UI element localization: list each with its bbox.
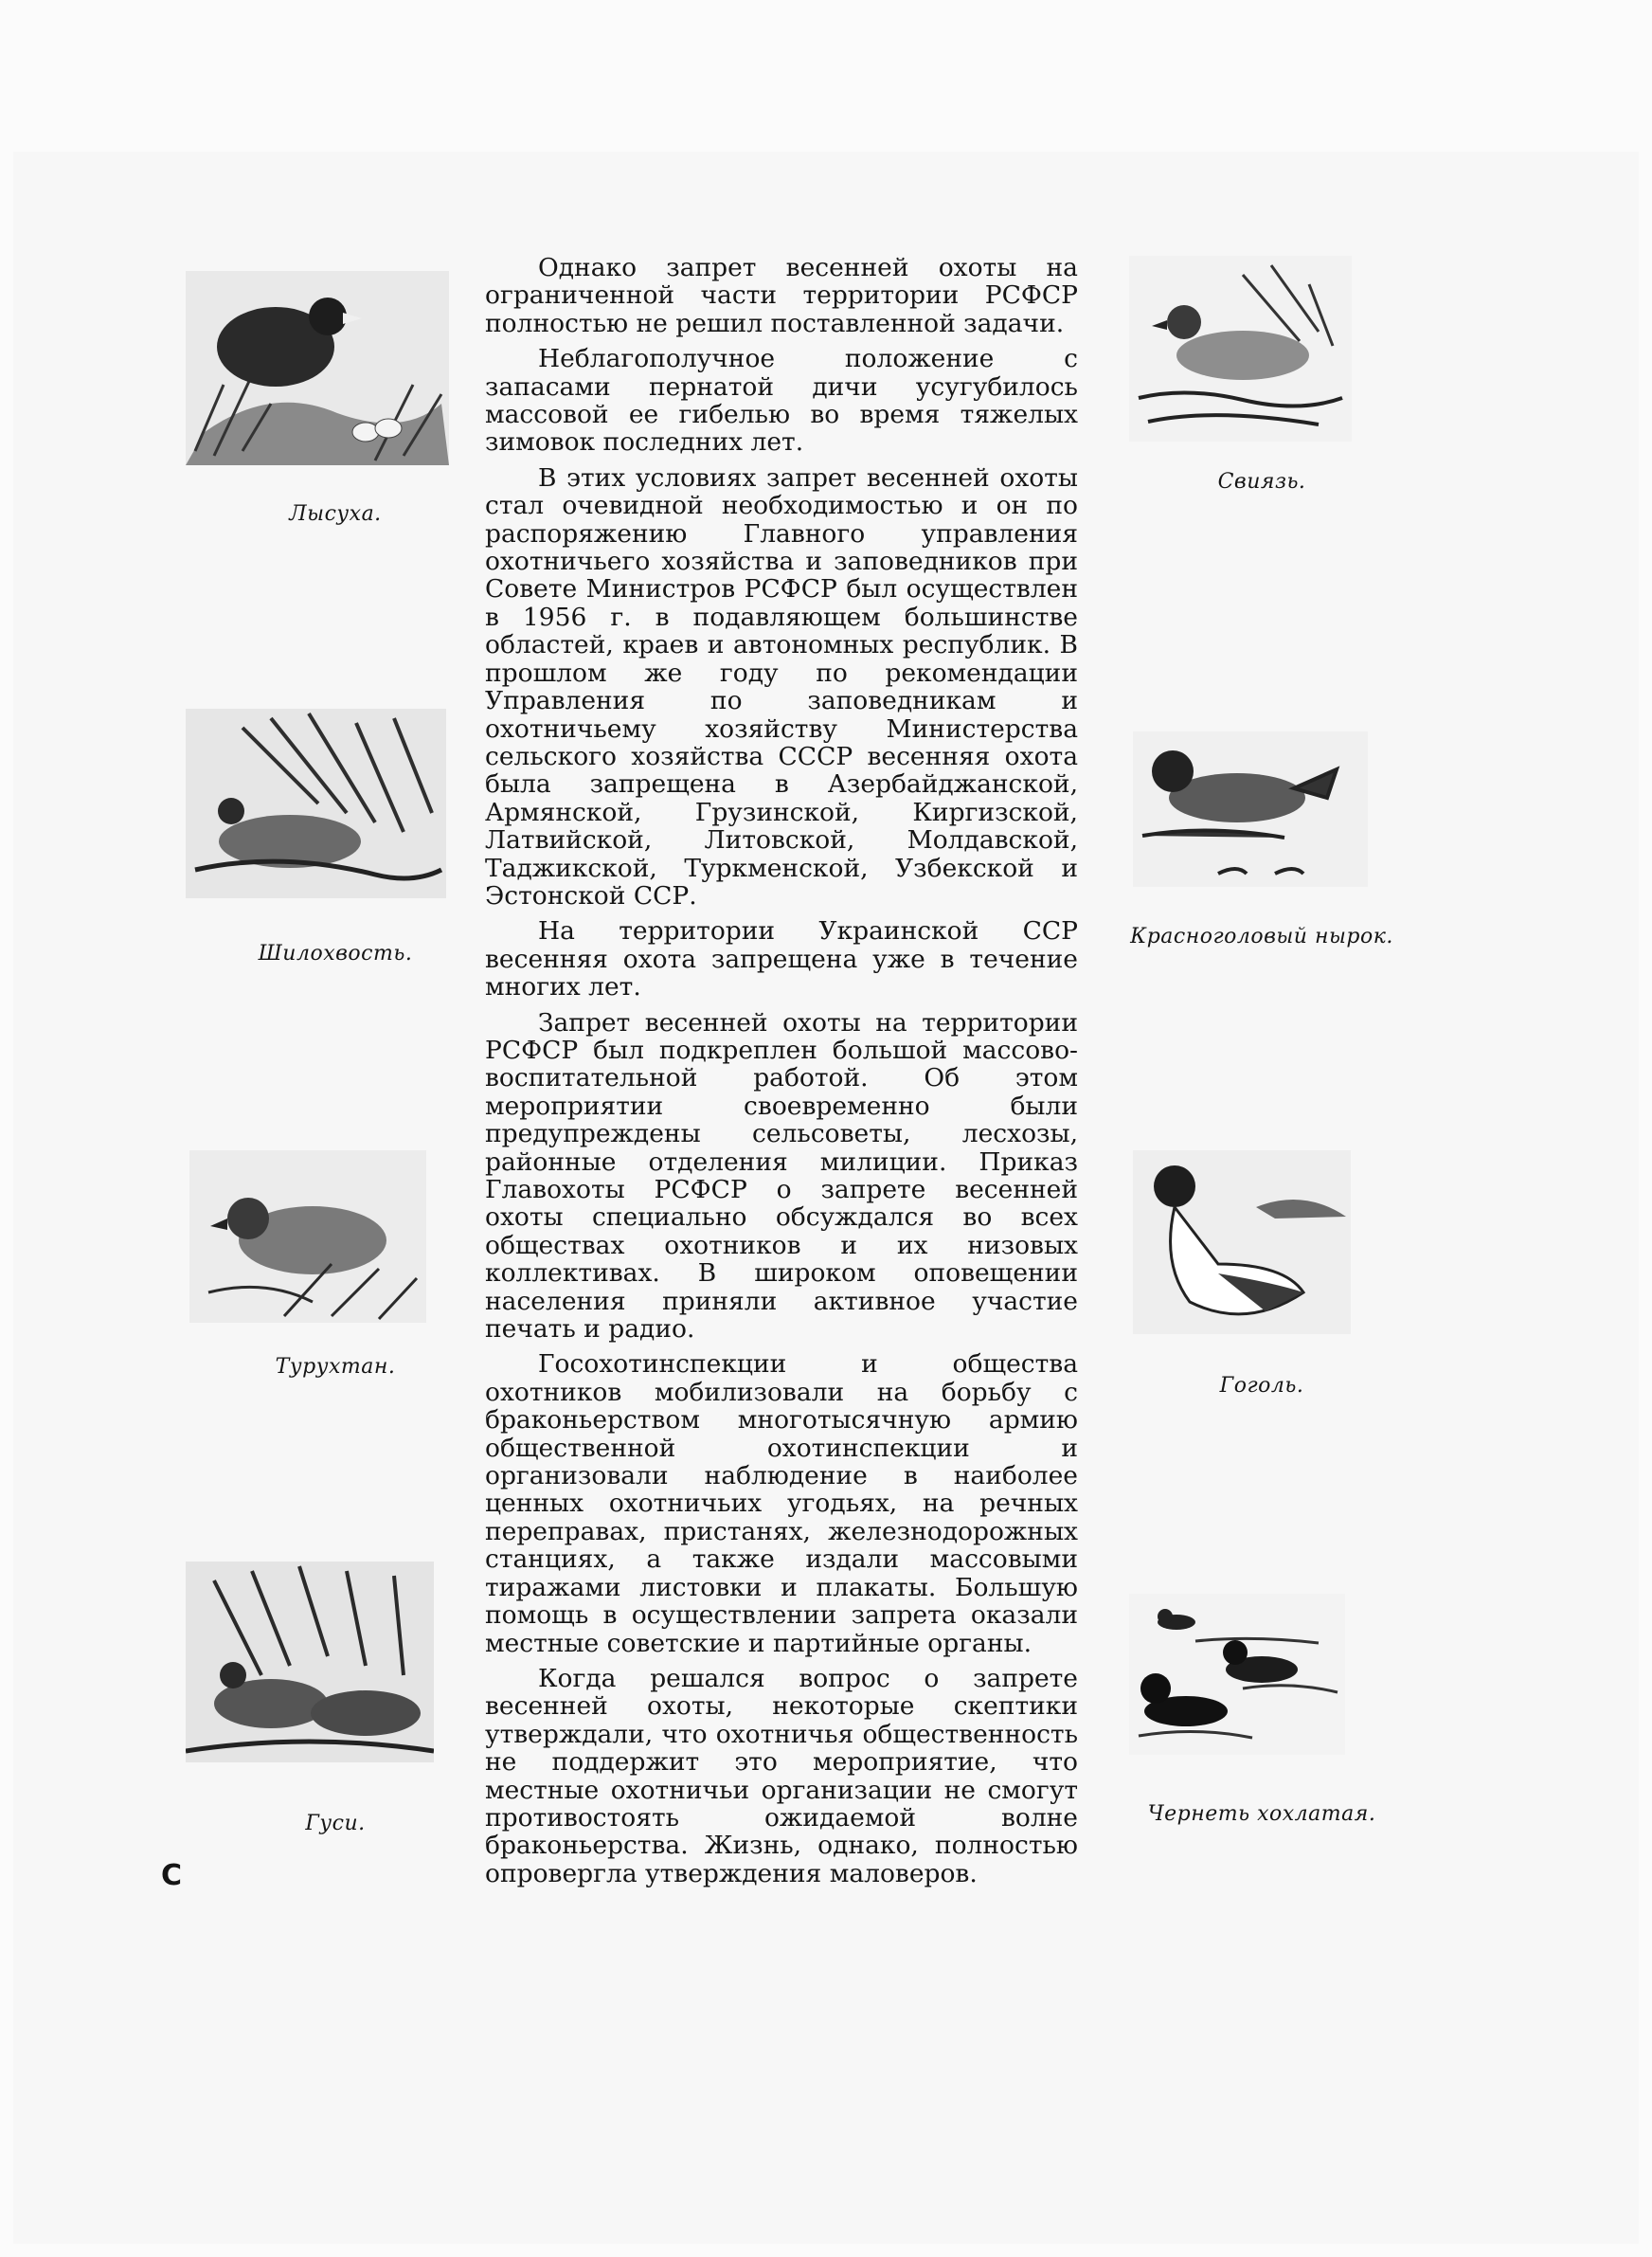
caption-pintail: Шилохвость. xyxy=(258,942,413,966)
article-text xyxy=(485,254,1078,1895)
book-page xyxy=(13,152,1639,2244)
coot-illustration xyxy=(186,271,449,465)
figure-pochard xyxy=(1091,731,1432,1016)
paragraph: Неблагополучное положение с запасами пернатой дичи усугубилось массовой ее гибелью во время тяжелых зимовок последних лет. xyxy=(485,344,1078,458)
ruff-drawing xyxy=(189,1150,426,1323)
pochard-illustration xyxy=(1133,731,1368,887)
wigeon-drawing xyxy=(1129,256,1352,442)
ruff-illustration xyxy=(189,1150,426,1323)
paragraph: Госохотинспекции и общества охотников мобилизовали на борьбу с браконьерством многотысячную армию общественной охотинспекции и организовали наблюдение в наиболее ценных охотничьих угодьях, на речных переправах, пристанях, железнодорожных станциях, а также издали массовыми тиражами листовки и плакаты. Большую помощь в осуществлении запрета оказали местные советские и партийные органы. xyxy=(485,1349,1078,1658)
pintail-drawing xyxy=(186,709,446,898)
paragraph: Когда решался вопрос о запрете весенней охоты, некоторые скептики утверждали, что охотничья общественность не поддержит это мероприятие, что местные охотничьи организации не смогут противостоять ожидаемой волне браконьерства. Жизнь, однако, полностью опровергла утверждения маловеров. xyxy=(485,1663,1078,1888)
goldeneye-illustration xyxy=(1133,1150,1351,1334)
tufted-duck-drawing xyxy=(1129,1594,1345,1755)
caption-goldeneye: Гоголь. xyxy=(1219,1374,1304,1398)
pochard-drawing xyxy=(1133,731,1368,887)
paragraph: На территории Украинской ССР весенняя охота запрещена уже в течение многих лет. xyxy=(485,916,1078,1002)
caption-ruff: Турухтан. xyxy=(275,1355,396,1379)
figure-geese xyxy=(165,1562,506,1846)
pintail-illustration xyxy=(186,709,446,898)
figure-pintail xyxy=(165,709,506,993)
paragraph: В этих условиях запрет весенней охоты стал очевидной необходимостью и он по распоряжению Главного управления охотничьего хозяйства и заповедников при Совете Министров РСФСР был осуществлен в 1956 г. в подавляющем большинстве областей, краев и автономных республик. В прошлом же году по рекомендации Управления по заповедникам и охотничьему хозяйству Министерства сельского хозяйства СССР весенняя охота была запрещена в Азербайджанской, Армянской, Грузинской, Киргизской, Латвийской, Литовской, Молдавской, Таджикской, Туркменской, Узбекской и Эстонской ССР. xyxy=(485,462,1078,911)
corner-mark: C xyxy=(161,1859,183,1892)
figure-ruff xyxy=(165,1150,506,1435)
figure-tufted-duck xyxy=(1091,1594,1432,1878)
paragraph: Однако запрет весенней охоты на ограниченной части территории РСФСР полностью не решил поставленной задачи. xyxy=(485,253,1078,338)
figure-goldeneye xyxy=(1091,1150,1432,1435)
tufted-duck-illustration xyxy=(1129,1594,1345,1755)
caption-wigeon: Свиязь. xyxy=(1217,470,1306,494)
caption-coot: Лысуха. xyxy=(289,502,382,526)
paragraph: Запрет весенней охоты на территории РСФСР был подкреплен большой массово-воспитательной работой. Об этом мероприятии своевременно были предупреждены сельсоветы, лесхозы, районные отделения милиции. Приказ Главохоты РСФСР о запрете весенней охоты специально обсуждался во всех обществах охотников и их низовых коллективах. В широком оповещении населения приняли активное участие печать и радио. xyxy=(485,1007,1078,1345)
caption-tufted-duck: Чернеть хохлатая. xyxy=(1147,1802,1376,1826)
figure-wigeon xyxy=(1091,256,1432,540)
caption-geese: Гуси. xyxy=(305,1812,366,1835)
wigeon-illustration xyxy=(1129,256,1352,442)
figure-coot xyxy=(165,271,506,555)
caption-pochard: Красноголовый нырок. xyxy=(1130,925,1393,948)
coot-drawing xyxy=(186,271,449,465)
goldeneye-drawing xyxy=(1133,1150,1351,1334)
geese-illustration xyxy=(186,1562,434,1762)
geese-drawing xyxy=(186,1562,434,1762)
